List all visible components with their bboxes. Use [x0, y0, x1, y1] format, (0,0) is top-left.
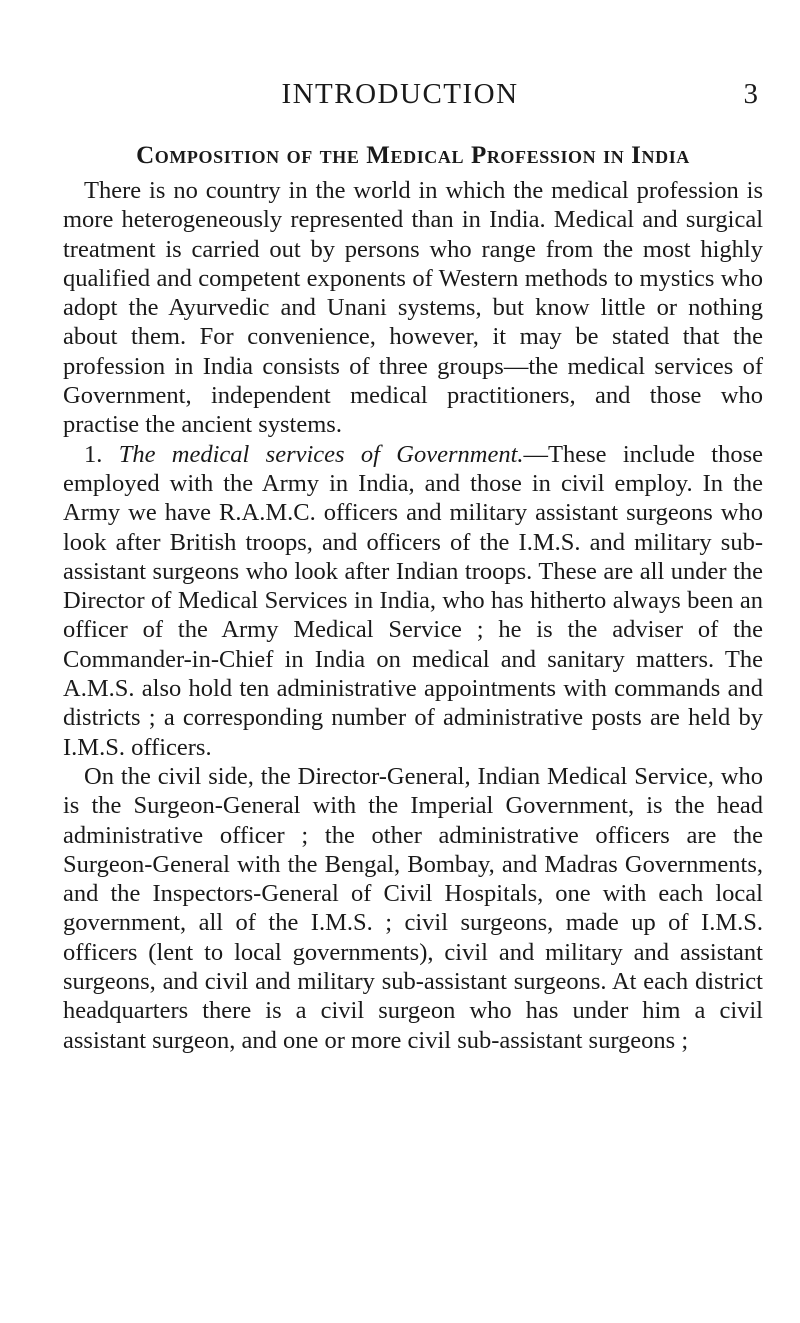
- page-body: [63, 138, 763, 1055]
- page-number: 3: [743, 78, 758, 110]
- paragraph-number: 1.: [84, 440, 119, 468]
- paragraph-introduction: There is no country in the world in which the medical profession is more heterogeneously represented than in India. Medical and surgical treatment is carried out by persons who range from the most highly qualified and competent exponents of Western methods to mystics who adopt the Ayurvedic and Unani systems, but know little or nothing about them. For convenience, however, it may be stated that the profession in India consists of three groups—the medical services of Government, independent medical practitioners, and those who practise the ancient systems.: [63, 177, 763, 439]
- paragraph-text: —These include those employed with the Army in India, and those in civil employ. In the Army we have R.A.M.C. officers and military assistant surgeons who look after British troops, and officers of the I.M.S. and military sub-assistant surgeons who look after Indian troops. These are all under the Director of Medical Services in India, who has hitherto always been an officer of the Army Medical Service ; he is the adviser of the Commander-in-Chief in India on medical and sanitary matters. The A.M.S. also hold ten administrative appointments with commands and districts ; a corresponding number of administrative posts are held by I.M.S. officers.: [63, 440, 763, 761]
- paragraph-civil-side: On the civil side, the Director-General, Indian Medical Service, who is the Surgeon-General with the Imperial Government, is the head administrative officer ; the other administrative officers are the Surgeon-General with the Bengal, Bombay, and Madras Governments, and the Inspectors-General of Civil Hospitals, one with each local government, all of the I.M.S. ; civil surgeons, made up of I.M.S. officers (lent to local governments), civil and military and assistant surgeons, and civil and military sub-assistant surgeons. At each district headquarters there is a civil surgeon who has under him a civil assistant surgeon, and one or more civil sub-assistant surgeons ;: [63, 762, 763, 1054]
- paragraph-lead-italic: The medical services of Government.: [118, 440, 524, 468]
- paragraph-medical-services: [63, 440, 763, 762]
- running-head: [0, 72, 800, 116]
- section-heading: Composition of the Medical Profession in India: [136, 142, 690, 169]
- running-title: INTRODUCTION: [281, 78, 519, 110]
